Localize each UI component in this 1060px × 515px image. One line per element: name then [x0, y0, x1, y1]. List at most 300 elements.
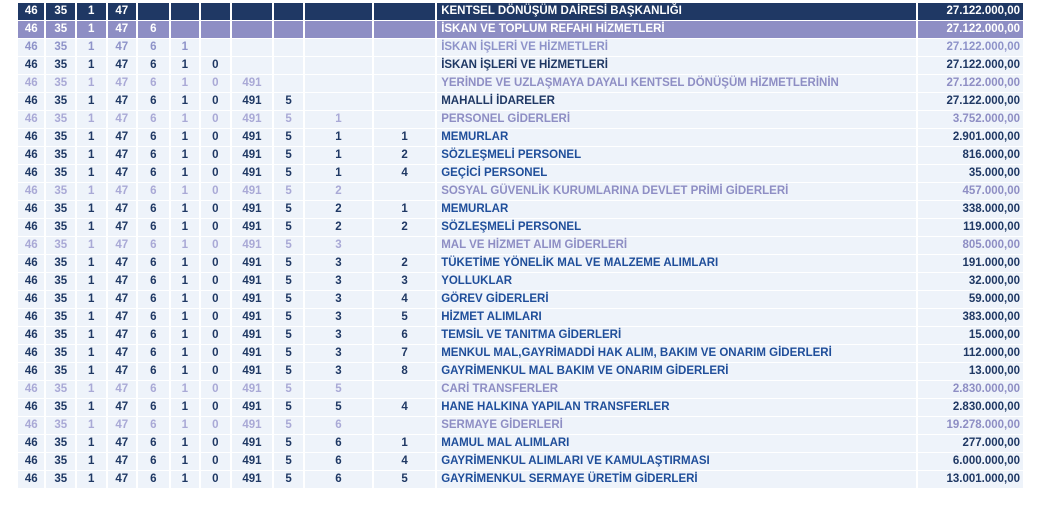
code-cell: 1 — [171, 111, 200, 128]
code-cell: 0 — [201, 471, 230, 488]
amount-cell: 27.122.000,00 — [918, 3, 1023, 20]
code-cell: 2 — [305, 201, 372, 218]
code-cell: 46 — [18, 435, 44, 452]
code-cell: 491 — [232, 291, 273, 308]
code-cell: 46 — [18, 93, 44, 110]
amount-cell: 2.830.000,00 — [918, 399, 1023, 416]
code-cell: 5 — [274, 183, 303, 200]
code-cell: 47 — [108, 309, 137, 326]
code-cell: 6 — [138, 237, 169, 254]
table-row — [18, 21, 1023, 38]
code-cell: 491 — [232, 147, 273, 164]
code-cell: 1 — [77, 21, 106, 38]
code-cell: 47 — [108, 417, 137, 434]
code-cell: 1 — [171, 435, 200, 452]
description-cell: MENKUL MAL,GAYRİMADDİ HAK ALIM, BAKIM VE ONARIM GİDERLERİ — [437, 345, 916, 362]
code-cell: 6 — [138, 363, 169, 380]
code-cell: 5 — [274, 381, 303, 398]
amount-cell: 13.001.000,00 — [918, 471, 1023, 488]
code-cell: 46 — [18, 147, 44, 164]
code-cell: 35 — [46, 201, 75, 218]
code-cell: 1 — [77, 201, 106, 218]
amount-cell: 27.122.000,00 — [918, 93, 1023, 110]
code-cell: 5 — [274, 255, 303, 272]
code-cell: 1 — [77, 345, 106, 362]
code-cell: 1 — [374, 435, 435, 452]
code-cell — [305, 75, 372, 92]
table-row — [18, 93, 1023, 110]
code-cell: 47 — [108, 165, 137, 182]
code-cell: 1 — [77, 165, 106, 182]
code-cell: 1 — [171, 165, 200, 182]
code-cell: 46 — [18, 381, 44, 398]
table-row — [18, 273, 1023, 290]
code-cell: 491 — [232, 417, 273, 434]
code-cell: 6 — [305, 471, 372, 488]
code-cell: 2 — [305, 183, 372, 200]
code-cell: 6 — [138, 291, 169, 308]
code-cell: 491 — [232, 129, 273, 146]
code-cell: 46 — [18, 327, 44, 344]
code-cell: 5 — [274, 435, 303, 452]
code-cell — [374, 417, 435, 434]
amount-cell: 19.278.000,00 — [918, 417, 1023, 434]
code-cell: 35 — [46, 21, 75, 38]
code-cell: 1 — [77, 273, 106, 290]
code-cell: 0 — [201, 453, 230, 470]
code-cell: 6 — [138, 309, 169, 326]
code-cell: 6 — [138, 39, 169, 56]
code-cell — [232, 3, 273, 20]
table-row — [18, 183, 1023, 200]
code-cell: 47 — [108, 39, 137, 56]
code-cell — [171, 3, 200, 20]
code-cell: 35 — [46, 183, 75, 200]
code-cell: 1 — [77, 399, 106, 416]
code-cell: 46 — [18, 399, 44, 416]
code-cell: 47 — [108, 471, 137, 488]
code-cell: 5 — [274, 219, 303, 236]
code-cell: 1 — [77, 183, 106, 200]
code-cell: 6 — [138, 381, 169, 398]
code-cell — [374, 75, 435, 92]
code-cell: 3 — [305, 309, 372, 326]
code-cell: 1 — [171, 201, 200, 218]
code-cell: 46 — [18, 453, 44, 470]
code-cell: 0 — [201, 345, 230, 362]
code-cell: 6 — [138, 21, 169, 38]
code-cell: 35 — [46, 273, 75, 290]
code-cell: 4 — [374, 399, 435, 416]
description-cell: MAMUL MAL ALIMLARI — [437, 435, 916, 452]
code-cell: 3 — [374, 273, 435, 290]
code-cell: 0 — [201, 273, 230, 290]
code-cell: 6 — [305, 453, 372, 470]
table-row — [18, 291, 1023, 308]
code-cell — [171, 21, 200, 38]
code-cell: 1 — [77, 219, 106, 236]
code-cell: 46 — [18, 219, 44, 236]
table-row — [18, 3, 1023, 20]
code-cell: 6 — [138, 327, 169, 344]
code-cell: 46 — [18, 201, 44, 218]
code-cell: 5 — [274, 129, 303, 146]
code-cell: 46 — [18, 471, 44, 488]
code-cell: 1 — [171, 363, 200, 380]
code-cell: 6 — [138, 399, 169, 416]
code-cell: 1 — [171, 345, 200, 362]
code-cell: 4 — [374, 291, 435, 308]
code-cell: 491 — [232, 309, 273, 326]
code-cell: 3 — [305, 255, 372, 272]
code-cell — [274, 57, 303, 74]
code-cell: 5 — [274, 147, 303, 164]
code-cell: 47 — [108, 291, 137, 308]
code-cell: 46 — [18, 39, 44, 56]
code-cell: 491 — [232, 237, 273, 254]
code-cell: 47 — [108, 3, 137, 20]
code-cell: 6 — [138, 345, 169, 362]
code-cell: 1 — [77, 363, 106, 380]
code-cell: 47 — [108, 435, 137, 452]
code-cell: 35 — [46, 129, 75, 146]
code-cell: 5 — [305, 381, 372, 398]
code-cell: 1 — [171, 129, 200, 146]
code-cell: 6 — [138, 219, 169, 236]
amount-cell: 805.000,00 — [918, 237, 1023, 254]
code-cell — [138, 3, 169, 20]
code-cell: 1 — [77, 147, 106, 164]
description-cell: GEÇİCİ PERSONEL — [437, 165, 916, 182]
code-cell: 1 — [374, 201, 435, 218]
code-cell: 35 — [46, 309, 75, 326]
budget-table — [16, 2, 1025, 489]
code-cell: 7 — [374, 345, 435, 362]
code-cell: 5 — [274, 201, 303, 218]
code-cell: 47 — [108, 183, 137, 200]
code-cell: 0 — [201, 255, 230, 272]
code-cell: 1 — [305, 165, 372, 182]
code-cell: 5 — [305, 399, 372, 416]
code-cell: 3 — [305, 345, 372, 362]
amount-cell: 27.122.000,00 — [918, 57, 1023, 74]
code-cell: 47 — [108, 237, 137, 254]
code-cell: 35 — [46, 381, 75, 398]
code-cell: 6 — [138, 435, 169, 452]
code-cell: 46 — [18, 111, 44, 128]
table-row — [18, 417, 1023, 434]
description-cell: PERSONEL GİDERLERİ — [437, 111, 916, 128]
code-cell: 491 — [232, 399, 273, 416]
amount-cell: 457.000,00 — [918, 183, 1023, 200]
code-cell: 1 — [305, 129, 372, 146]
code-cell: 6 — [138, 417, 169, 434]
description-cell: CARİ TRANSFERLER — [437, 381, 916, 398]
table-row — [18, 165, 1023, 182]
table-row — [18, 129, 1023, 146]
code-cell: 491 — [232, 453, 273, 470]
amount-cell: 816.000,00 — [918, 147, 1023, 164]
amount-cell: 191.000,00 — [918, 255, 1023, 272]
code-cell — [274, 21, 303, 38]
code-cell: 35 — [46, 255, 75, 272]
code-cell: 1 — [77, 93, 106, 110]
code-cell — [374, 381, 435, 398]
table-row — [18, 399, 1023, 416]
code-cell: 491 — [232, 165, 273, 182]
code-cell: 1 — [305, 147, 372, 164]
code-cell: 46 — [18, 3, 44, 20]
code-cell: 1 — [171, 381, 200, 398]
code-cell: 1 — [171, 93, 200, 110]
code-cell: 6 — [138, 453, 169, 470]
code-cell: 1 — [77, 309, 106, 326]
code-cell: 5 — [274, 111, 303, 128]
code-cell: 1 — [171, 309, 200, 326]
code-cell: 35 — [46, 399, 75, 416]
code-cell: 35 — [46, 327, 75, 344]
code-cell: 1 — [374, 129, 435, 146]
amount-cell: 2.901.000,00 — [918, 129, 1023, 146]
description-cell: İSKAN İŞLERİ VE HİZMETLERİ — [437, 57, 916, 74]
code-cell: 0 — [201, 165, 230, 182]
code-cell: 46 — [18, 291, 44, 308]
code-cell: 35 — [46, 75, 75, 92]
description-cell: YOLLUKLAR — [437, 273, 916, 290]
code-cell: 1 — [77, 435, 106, 452]
description-cell: TÜKETİME YÖNELİK MAL VE MALZEME ALIMLARI — [437, 255, 916, 272]
code-cell: 6 — [305, 417, 372, 434]
code-cell — [374, 3, 435, 20]
table-row — [18, 111, 1023, 128]
code-cell: 5 — [274, 273, 303, 290]
code-cell: 46 — [18, 345, 44, 362]
code-cell: 2 — [374, 219, 435, 236]
code-cell: 47 — [108, 327, 137, 344]
code-cell: 0 — [201, 219, 230, 236]
code-cell: 491 — [232, 381, 273, 398]
amount-cell: 6.000.000,00 — [918, 453, 1023, 470]
code-cell: 491 — [232, 273, 273, 290]
description-cell: GÖREV GİDERLERİ — [437, 291, 916, 308]
code-cell: 1 — [171, 399, 200, 416]
code-cell — [274, 75, 303, 92]
code-cell: 0 — [201, 417, 230, 434]
code-cell: 0 — [201, 183, 230, 200]
code-cell: 1 — [77, 327, 106, 344]
code-cell: 46 — [18, 309, 44, 326]
code-cell: 0 — [201, 399, 230, 416]
code-cell: 6 — [138, 129, 169, 146]
code-cell: 6 — [138, 201, 169, 218]
table-row — [18, 75, 1023, 92]
code-cell: 491 — [232, 471, 273, 488]
description-cell: SOSYAL GÜVENLİK KURUMLARINA DEVLET PRİMİ GİDERLERİ — [437, 183, 916, 200]
code-cell: 35 — [46, 291, 75, 308]
code-cell: 0 — [201, 75, 230, 92]
code-cell: 1 — [171, 237, 200, 254]
description-cell: KENTSEL DÖNÜŞÜM DAİRESİ BAŞKANLIĞI — [437, 3, 916, 20]
code-cell — [232, 57, 273, 74]
table-row — [18, 345, 1023, 362]
description-cell: GAYRİMENKUL MAL BAKIM VE ONARIM GİDERLERİ — [437, 363, 916, 380]
code-cell: 0 — [201, 363, 230, 380]
code-cell: 0 — [201, 57, 230, 74]
code-cell: 46 — [18, 21, 44, 38]
description-cell: GAYRİMENKUL ALIMLARI VE KAMULAŞTIRMASI — [437, 453, 916, 470]
code-cell: 491 — [232, 363, 273, 380]
code-cell: 6 — [138, 111, 169, 128]
code-cell: 1 — [77, 471, 106, 488]
code-cell: 491 — [232, 75, 273, 92]
amount-cell: 15.000,00 — [918, 327, 1023, 344]
description-cell: SERMAYE GİDERLERİ — [437, 417, 916, 434]
code-cell: 35 — [46, 237, 75, 254]
code-cell: 6 — [138, 165, 169, 182]
code-cell: 1 — [171, 255, 200, 272]
code-cell: 1 — [171, 219, 200, 236]
code-cell: 47 — [108, 453, 137, 470]
description-cell: HANE HALKINA YAPILAN TRANSFERLER — [437, 399, 916, 416]
code-cell: 47 — [108, 201, 137, 218]
code-cell: 35 — [46, 471, 75, 488]
code-cell: 46 — [18, 417, 44, 434]
code-cell: 47 — [108, 345, 137, 362]
budget-table-body — [18, 3, 1023, 488]
amount-cell: 27.122.000,00 — [918, 21, 1023, 38]
code-cell: 47 — [108, 219, 137, 236]
code-cell: 47 — [108, 255, 137, 272]
code-cell: 2 — [374, 255, 435, 272]
description-cell: MEMURLAR — [437, 201, 916, 218]
code-cell: 8 — [374, 363, 435, 380]
description-cell: SÖZLEŞMELİ PERSONEL — [437, 219, 916, 236]
code-cell: 5 — [274, 165, 303, 182]
code-cell: 1 — [171, 57, 200, 74]
code-cell: 491 — [232, 327, 273, 344]
code-cell: 1 — [77, 291, 106, 308]
code-cell: 5 — [274, 363, 303, 380]
code-cell: 6 — [138, 75, 169, 92]
code-cell: 3 — [305, 273, 372, 290]
table-row — [18, 435, 1023, 452]
code-cell: 47 — [108, 93, 137, 110]
code-cell: 35 — [46, 345, 75, 362]
code-cell: 46 — [18, 273, 44, 290]
code-cell — [374, 237, 435, 254]
code-cell: 35 — [46, 147, 75, 164]
code-cell: 35 — [46, 93, 75, 110]
code-cell: 491 — [232, 255, 273, 272]
code-cell: 0 — [201, 111, 230, 128]
code-cell: 47 — [108, 57, 137, 74]
code-cell — [274, 3, 303, 20]
code-cell: 6 — [138, 255, 169, 272]
code-cell: 1 — [171, 453, 200, 470]
code-cell: 6 — [138, 471, 169, 488]
code-cell: 0 — [201, 381, 230, 398]
amount-cell: 338.000,00 — [918, 201, 1023, 218]
code-cell: 5 — [274, 453, 303, 470]
amount-cell: 383.000,00 — [918, 309, 1023, 326]
amount-cell: 2.830.000,00 — [918, 381, 1023, 398]
table-row — [18, 201, 1023, 218]
code-cell: 47 — [108, 129, 137, 146]
code-cell: 491 — [232, 201, 273, 218]
code-cell: 5 — [274, 399, 303, 416]
amount-cell: 112.000,00 — [918, 345, 1023, 362]
description-cell: GAYRİMENKUL SERMAYE ÜRETİM GİDERLERİ — [437, 471, 916, 488]
amount-cell: 119.000,00 — [918, 219, 1023, 236]
code-cell: 35 — [46, 417, 75, 434]
code-cell — [305, 93, 372, 110]
code-cell: 35 — [46, 3, 75, 20]
code-cell: 5 — [374, 309, 435, 326]
code-cell: 1 — [171, 417, 200, 434]
code-cell: 46 — [18, 363, 44, 380]
code-cell: 1 — [77, 111, 106, 128]
code-cell: 491 — [232, 93, 273, 110]
code-cell: 6 — [138, 147, 169, 164]
code-cell: 5 — [274, 93, 303, 110]
code-cell: 491 — [232, 345, 273, 362]
code-cell: 0 — [201, 237, 230, 254]
code-cell: 5 — [274, 345, 303, 362]
code-cell: 0 — [201, 93, 230, 110]
code-cell — [374, 21, 435, 38]
code-cell: 35 — [46, 219, 75, 236]
code-cell: 46 — [18, 75, 44, 92]
code-cell: 1 — [77, 129, 106, 146]
code-cell: 47 — [108, 147, 137, 164]
code-cell — [201, 21, 230, 38]
amount-cell: 277.000,00 — [918, 435, 1023, 452]
code-cell: 2 — [305, 219, 372, 236]
code-cell: 0 — [201, 435, 230, 452]
description-cell: TEMSİL VE TANITMA GİDERLERİ — [437, 327, 916, 344]
table-row — [18, 219, 1023, 236]
code-cell — [305, 3, 372, 20]
code-cell: 1 — [171, 147, 200, 164]
code-cell: 1 — [77, 75, 106, 92]
code-cell: 35 — [46, 57, 75, 74]
code-cell: 2 — [374, 147, 435, 164]
code-cell: 1 — [77, 381, 106, 398]
code-cell — [305, 57, 372, 74]
code-cell: 46 — [18, 165, 44, 182]
code-cell: 47 — [108, 273, 137, 290]
code-cell: 5 — [374, 471, 435, 488]
code-cell: 3 — [305, 237, 372, 254]
code-cell: 35 — [46, 453, 75, 470]
code-cell — [305, 21, 372, 38]
code-cell: 0 — [201, 291, 230, 308]
code-cell: 1 — [171, 75, 200, 92]
code-cell: 0 — [201, 147, 230, 164]
code-cell: 1 — [171, 273, 200, 290]
code-cell: 46 — [18, 57, 44, 74]
code-cell: 6 — [138, 57, 169, 74]
code-cell: 35 — [46, 363, 75, 380]
code-cell: 6 — [305, 435, 372, 452]
code-cell: 0 — [201, 201, 230, 218]
code-cell: 47 — [108, 363, 137, 380]
code-cell: 46 — [18, 237, 44, 254]
table-row — [18, 381, 1023, 398]
table-row — [18, 471, 1023, 488]
code-cell: 5 — [274, 327, 303, 344]
code-cell: 47 — [108, 21, 137, 38]
